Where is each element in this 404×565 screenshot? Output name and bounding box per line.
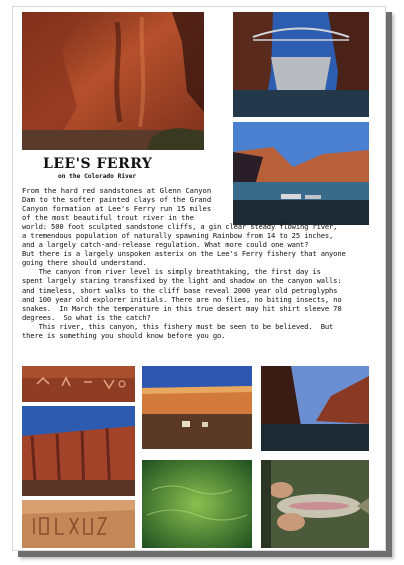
historic-inscription-photo: [22, 500, 135, 548]
canyon-sunset-camp-photo: [142, 366, 252, 449]
body-line: and 100 year old explorer initials. There are no flies, no biting insects, no: [22, 294, 342, 304]
red-rock-wall-photo: [22, 406, 135, 496]
body-line: of the most beautiful trout river in the: [22, 213, 194, 223]
body-line: and a largely catch-and-release regulation. What more could one want?: [22, 240, 309, 250]
article-subtitle: on the Colorado River: [58, 173, 137, 180]
body-line: snakes. In March the temperature in this true desert may hit shirt sleeve 70: [22, 303, 342, 313]
article-body: [22, 186, 380, 340]
body-line: This river, this canyon, this fishery must be seen to be believed. But: [22, 321, 334, 331]
body-line: The canyon from river level is simply breathtaking, the first day is: [22, 267, 321, 277]
body-line: spent largely staring transfixed by the light and shadow on the canyon walls:: [22, 276, 342, 286]
body-line: going there should understand.: [22, 258, 147, 268]
rainbow-trout-in-hand-photo: [261, 460, 369, 548]
article-title: LEE'S FERRY: [43, 156, 153, 172]
body-line: Canyon formation at Lee's Ferry run 15 miles: [22, 204, 212, 214]
body-line: there is something you should know before you go.: [22, 330, 226, 340]
canyon-river-bend-photo: [261, 366, 369, 451]
body-line: world: 500 foot sculpted sandstone cliffs, a gin clear steady flowing river,: [22, 222, 338, 232]
red-sandstone-cliff-photo: [22, 12, 204, 150]
body-line: and timeless, short walks to the cliff base reveal 2000 year old petroglyphs: [22, 285, 338, 295]
body-line: a tremendous population of naturally spawning Rainbow from 14 to 25 inches,: [22, 231, 334, 241]
body-line: From the hard red sandstones at Glenn Canyon: [22, 186, 212, 195]
body-line: degrees. So what is the catch?: [22, 312, 151, 322]
glen-canyon-dam-bridge-photo: [233, 12, 369, 117]
body-line: Dam to the softer painted clays of the Grand: [22, 195, 212, 205]
green-river-water-photo: [142, 460, 252, 548]
petroglyphs-photo: [22, 366, 135, 402]
body-line: But there is a largely unspoken asterix on the Lee's Ferry fishery that anyone: [22, 249, 346, 259]
